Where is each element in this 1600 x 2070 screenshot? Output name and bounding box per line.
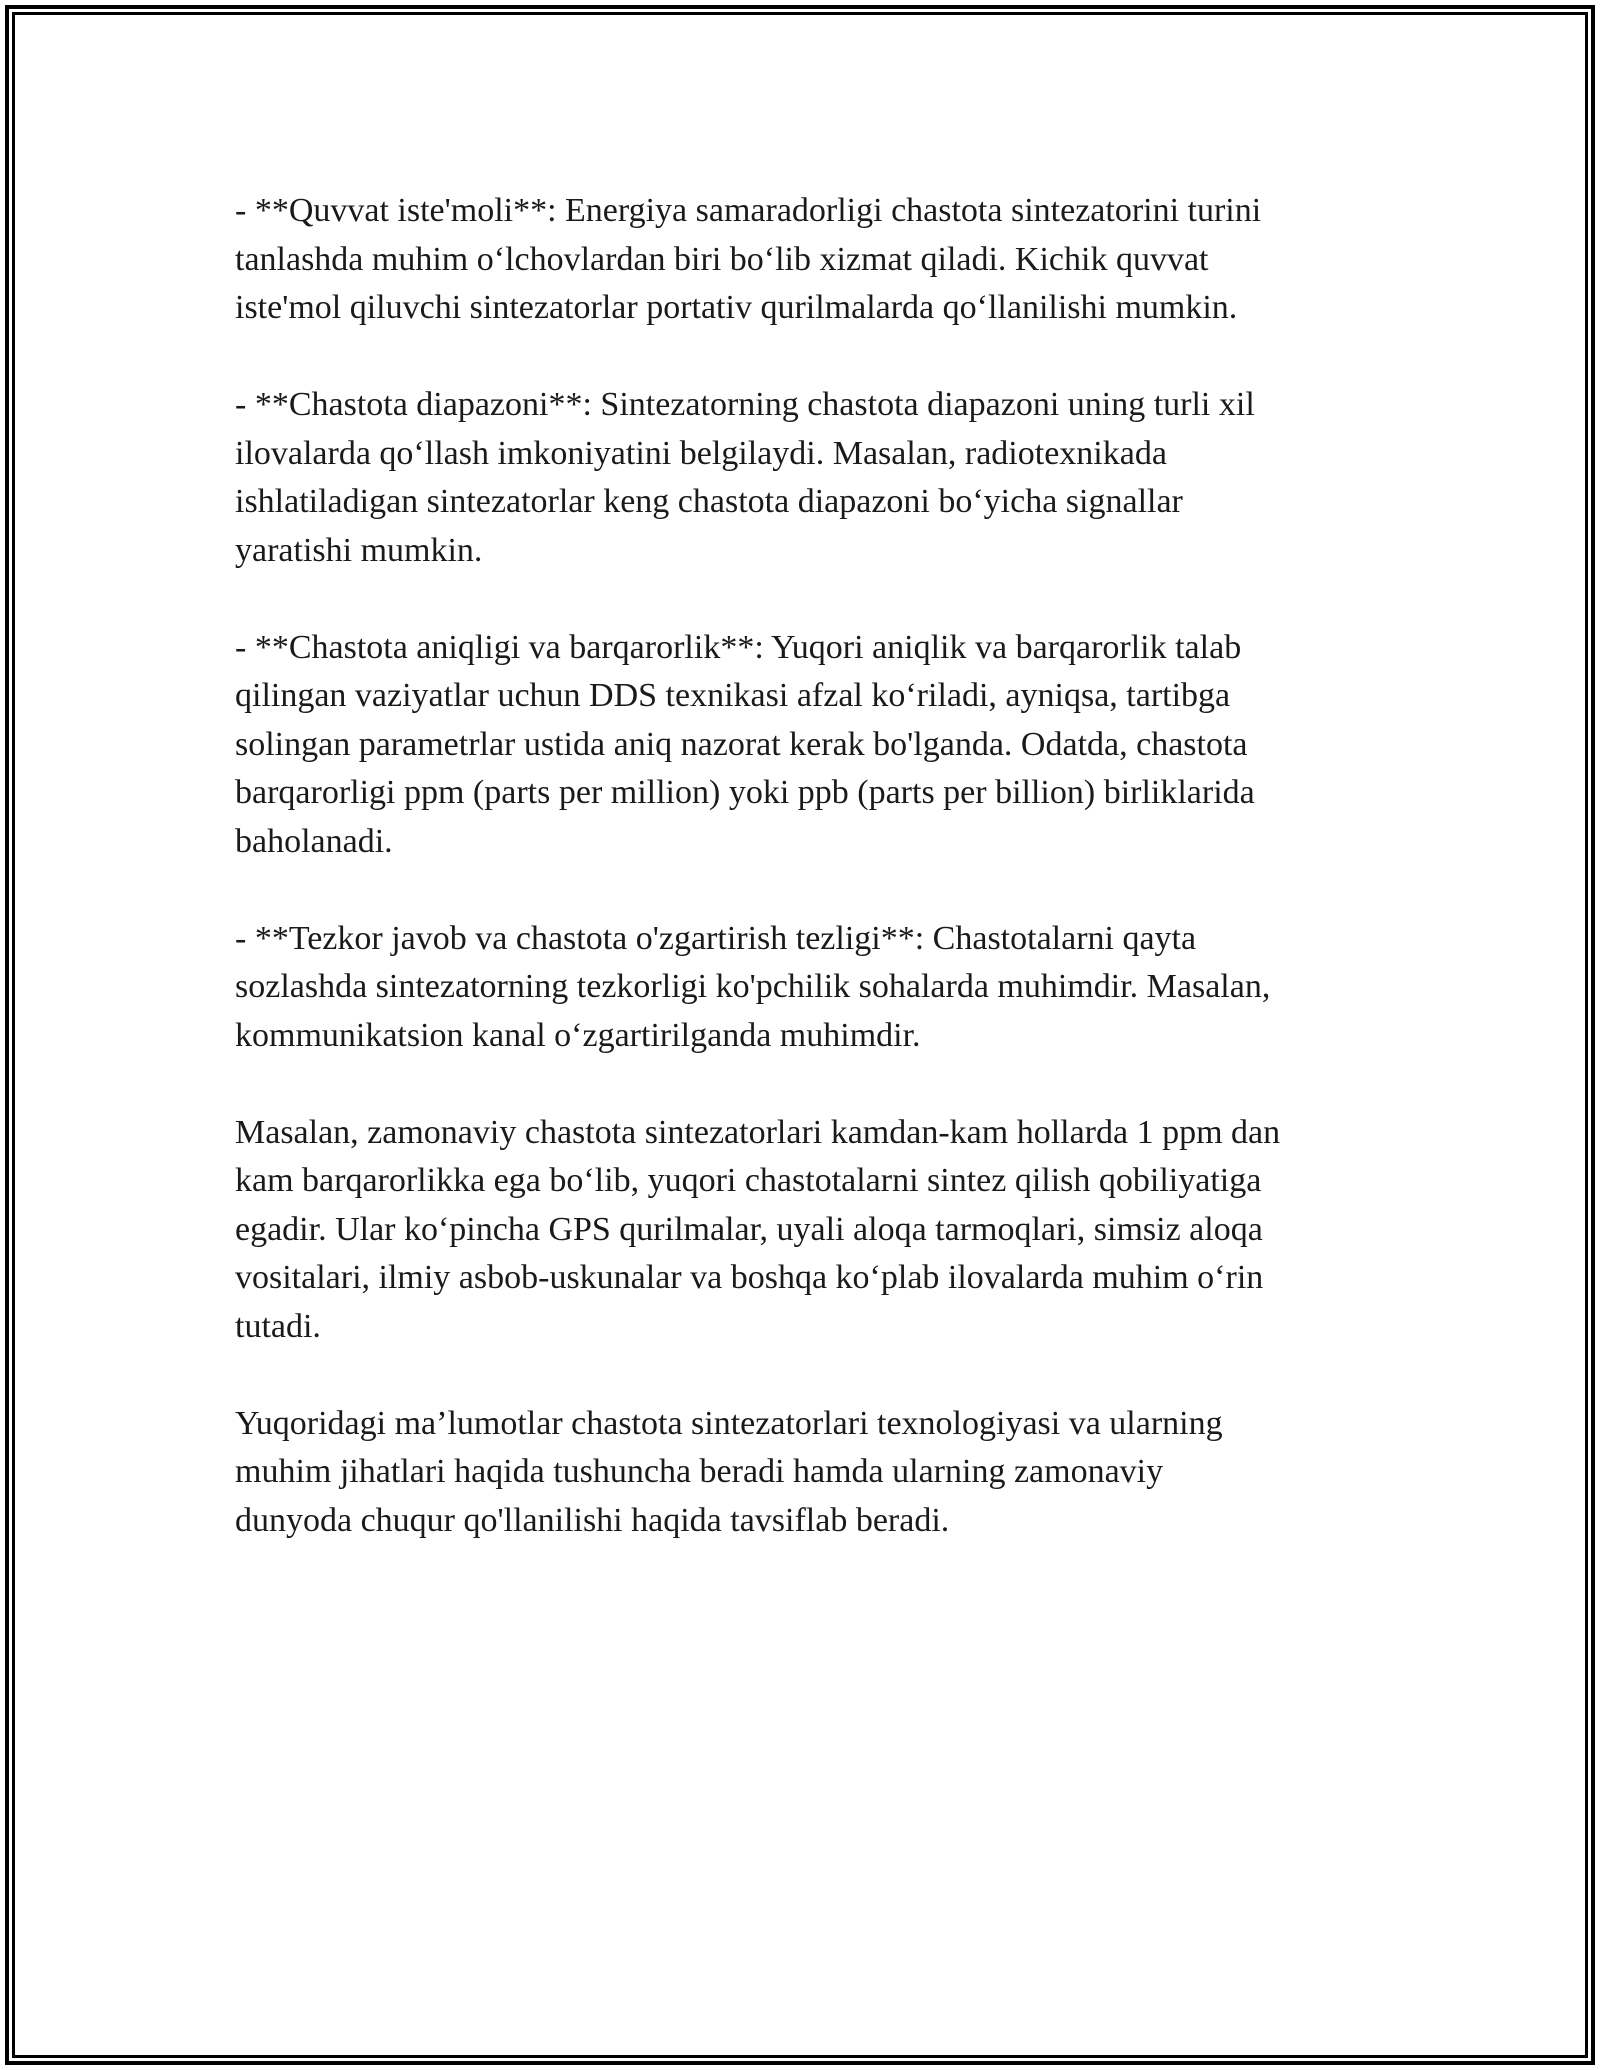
paragraph-example: Masalan, zamonaviy chastota sintezatorlari kamdan-kam hollarda 1 ppm dan kam barqarorlikka ega bo‘lib, yuqori chastotalarni sintez qilish qobiliyatiga egadir. Ular ko‘pincha GPS qurilmalar, uyali aloqa tarmoqlari, simsiz aloqa vositalari, ilmiy asbob-uskunalar va boshqa ko‘plab ilovalarda muhim o‘rin tutadi.: [235, 1113, 1281, 1345]
paragraph-conclusion: Yuqoridagi ma’lumotlar chastota sintezatorlari texnologiyasi va ularning muhim jihatlari haqida tushuncha beradi hamda ularning zamonaviy dunyoda chuqur qo'llanilishi haqida tavsiflab beradi.: [235, 1404, 1223, 1539]
paragraph-frequency-accuracy: - **Chastota aniqligi va barqarorlik**: Yuqori aniqlik va barqarorlik talab qilingan vaziyatlar uchun DDS texnikasi afzal ko‘riladi, ayniqsa, tartibga solingan parametrlar ustida aniq nazorat kerak bo'lganda. Odatda, chastota barqarorligi ppm (parts per million) yoki ppb (parts per billion) birliklarida baholanadi.: [235, 628, 1255, 860]
document-body: [235, 187, 1385, 1594]
paragraph-power-consumption: - **Quvvat iste'moli**: Energiya samaradorligi chastota sintezatorini turini tanlashda muhim o‘lchovlardan biri bo‘lib xizmat qiladi. Kichik quvvat iste'mol qiluvchi sintezatorlar portativ qurilmalarda qo‘llanilishi mumkin.: [235, 192, 1262, 326]
paragraph-switching-speed: - **Tezkor javob va chastota o'zgartirish tezligi**: Chastotalarni qayta sozlashda sintezatorning tezkorligi ko'pchilik sohalarda muhimdir. Masalan, kommunikatsion kanal o‘zgartirilganda muhimdir.: [235, 919, 1271, 1054]
paragraph-frequency-range: - **Chastota diapazoni**: Sintezatorning chastota diapazoni uning turli xil ilovalarda qo‘llash imkoniyatini belgilaydi. Masalan, radiotexnikada ishlatiladigan sintezatorlar keng chastota diapazoni bo‘yicha signallar yaratishi mumkin.: [235, 386, 1255, 569]
